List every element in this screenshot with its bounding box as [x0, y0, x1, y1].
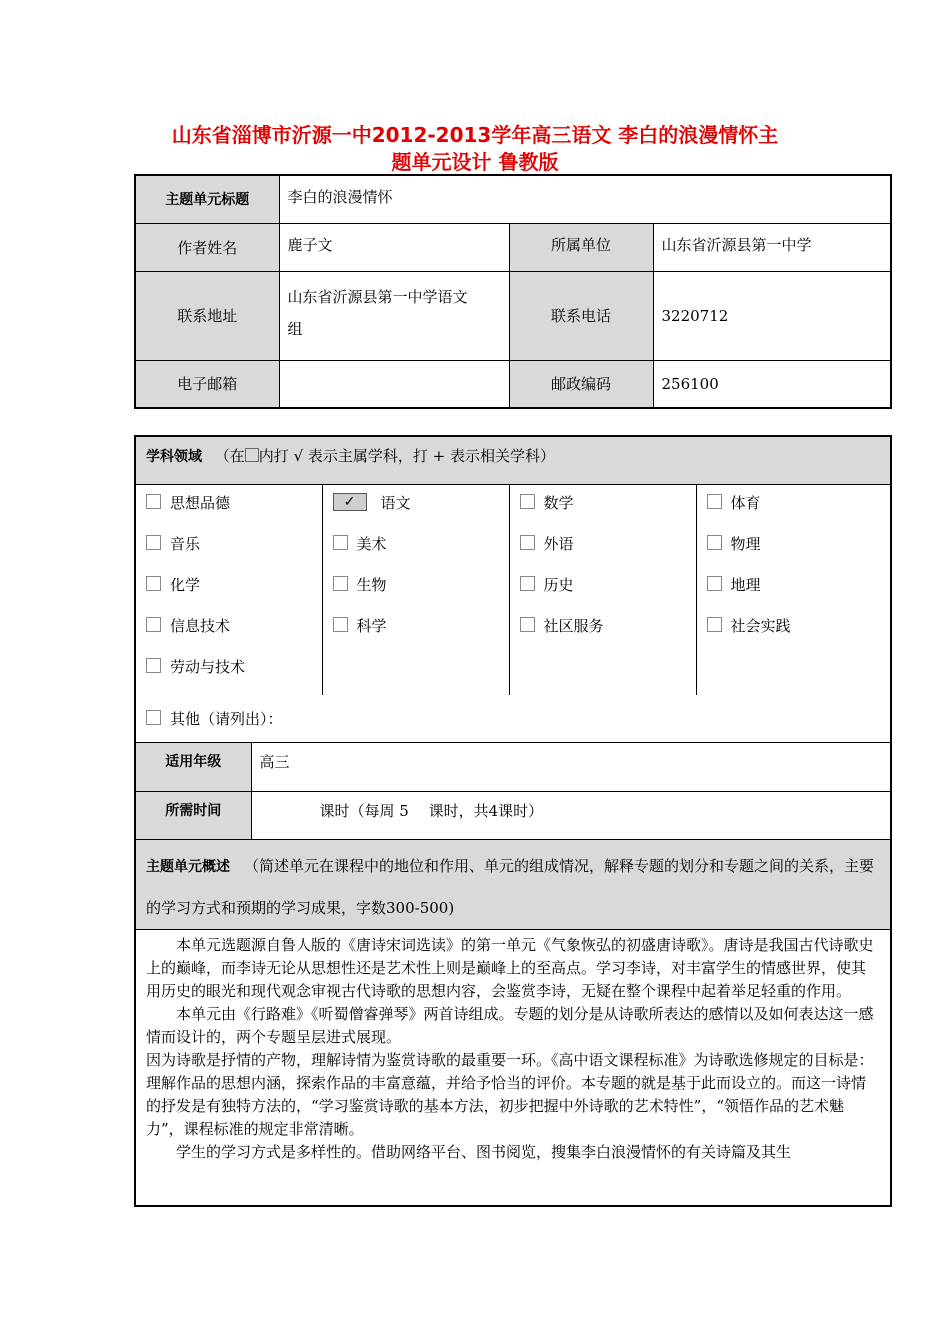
subject-column-4	[696, 484, 891, 695]
document-title	[100, 122, 850, 176]
subject-label: 化学	[170, 575, 201, 594]
subject-other-label: 其他（请列出）：	[170, 709, 283, 728]
subject-header-label: 学科领域	[146, 449, 202, 465]
subject-item[interactable]	[697, 608, 891, 649]
checkbox-icon[interactable]	[520, 576, 535, 591]
postcode-value: 256100	[653, 360, 891, 408]
subject-label: 劳动与技术	[170, 657, 246, 676]
subject-item-chinese[interactable]	[323, 485, 509, 526]
theme-label: 主题单元标题	[135, 175, 279, 223]
subject-other-row	[135, 695, 891, 743]
phone-label: 联系电话	[509, 271, 653, 360]
address-line-1: 山东省沂源县第一中学语文	[287, 287, 468, 306]
subject-item[interactable]	[136, 608, 322, 649]
subject-label: 生物	[356, 575, 387, 594]
subject-label: 语文	[380, 493, 411, 512]
overview-label: 主题单元概述	[146, 859, 230, 875]
theme-value: 李白的浪漫情怀	[279, 175, 891, 223]
subject-item[interactable]	[136, 567, 322, 608]
checkbox-icon[interactable]	[146, 617, 161, 632]
grade-value: 高三	[251, 743, 891, 792]
subject-label: 社区服务	[543, 616, 604, 635]
subject-item[interactable]	[697, 485, 891, 526]
title-line-1: 山东省淄博市沂源一中2012-2013学年高三语文 李白的浪漫情怀主	[171, 123, 779, 147]
email-label: 电子邮箱	[135, 360, 279, 408]
subject-header	[135, 436, 891, 484]
subject-label: 数学	[543, 493, 574, 512]
info-table	[134, 174, 892, 409]
checkbox-icon[interactable]	[520, 494, 535, 509]
checkbox-icon[interactable]	[707, 617, 722, 632]
subject-label: 外语	[543, 534, 574, 553]
overview-note: （简述单元在课程中的地位和作用、单元的组成情况，解释专题的划分和专题之间的关系，主要的学习方式和预期的学习成果，字数300-500)	[146, 857, 875, 917]
time-label: 所需时间	[135, 792, 251, 840]
overview-paragraph-3: 因为诗歌是抒情的产物，理解诗情为鉴赏诗歌的最重要一环。《高中语文课程标准》为诗歌选修规定的目标是：理解作品的思想内涵，探索作品的丰富意蕴，并给予恰当的评价。本专题的就是基于此而设立的。而这一诗情的抒发是有独特方法的，“学习鉴赏诗歌的基本方法，初步把握中外诗歌的艺术特性”，“领悟作品的艺术魅力”，课程标准的规定非常清晰。	[146, 1051, 874, 1138]
checkbox-icon[interactable]	[707, 535, 722, 550]
overview-header	[135, 840, 891, 930]
phone-value: 3220712	[653, 271, 891, 360]
subject-label: 科学	[356, 616, 387, 635]
checkbox-icon[interactable]	[333, 535, 348, 550]
overview-body	[135, 930, 891, 1206]
subject-label: 体育	[730, 493, 761, 512]
subject-column-2	[322, 484, 509, 695]
author-label: 作者姓名	[135, 223, 279, 271]
subject-item[interactable]	[697, 526, 891, 567]
unit-value: 山东省沂源县第一中学	[653, 223, 891, 271]
subject-item[interactable]	[510, 567, 696, 608]
subject-label: 地理	[730, 575, 761, 594]
checkbox-icon[interactable]	[146, 658, 161, 673]
subject-item[interactable]	[323, 567, 509, 608]
unit-label: 所属单位	[509, 223, 653, 271]
checkbox-icon[interactable]	[707, 576, 722, 591]
subject-label: 社会实践	[730, 616, 791, 635]
subject-item[interactable]	[323, 608, 509, 649]
checkbox-icon[interactable]	[333, 617, 348, 632]
checkbox-icon[interactable]	[146, 494, 161, 509]
checkbox-icon[interactable]	[707, 494, 722, 509]
subject-label: 历史	[543, 575, 574, 594]
address-value	[279, 271, 509, 360]
postcode-label: 邮政编码	[509, 360, 653, 408]
subject-label: 思想品德	[170, 493, 231, 512]
subject-header-note-a: （在	[214, 447, 245, 465]
checkbox-icon[interactable]	[333, 576, 348, 591]
checkmark-icon[interactable]: ✓	[333, 493, 367, 511]
subject-header-note-b: 内打 √ 表示主属学科，打 + 表示相关学科）	[258, 447, 555, 465]
email-value	[279, 360, 509, 408]
time-value: 课时（每周 5 课时，共4课时）	[251, 792, 891, 840]
checkbox-icon[interactable]	[146, 576, 161, 591]
author-value: 鹿子文	[279, 223, 509, 271]
checkbox-icon[interactable]	[520, 535, 535, 550]
subject-label: 信息技术	[170, 616, 231, 635]
subject-item[interactable]	[510, 608, 696, 649]
subject-label: 美术	[356, 534, 387, 553]
subject-item[interactable]	[510, 485, 696, 526]
subject-label: 音乐	[170, 534, 201, 553]
subject-item[interactable]	[510, 526, 696, 567]
subject-label: 物理	[730, 534, 761, 553]
subject-item[interactable]	[323, 526, 509, 567]
address-label: 联系地址	[135, 271, 279, 360]
subject-column-3	[509, 484, 696, 695]
subject-table	[134, 435, 892, 1207]
overview-paragraph-2: 本单元由《行路难》《听蜀僧睿弹琴》两首诗组成。专题的划分是从诗歌所表达的感情以及如何表达这一感情而设计的，两个专题呈层进式展现。	[146, 1005, 874, 1046]
subject-item[interactable]	[136, 526, 322, 567]
title-line-2: 题单元设计 鲁教版	[391, 150, 559, 174]
address-line-2: 组	[287, 319, 303, 338]
checkbox-sample-icon	[245, 448, 259, 462]
checkbox-icon[interactable]	[146, 710, 161, 725]
subject-item[interactable]	[136, 649, 322, 690]
grade-label: 适用年级	[135, 743, 251, 792]
overview-paragraph-4: 学生的学习方式是多样性的。借助网络平台、图书阅览，搜集李白浪漫情怀的有关诗篇及其生	[176, 1143, 792, 1161]
subject-column-1	[135, 484, 322, 695]
checkbox-icon[interactable]	[146, 535, 161, 550]
overview-paragraph-1: 本单元选题源自鲁人版的《唐诗宋词选读》的第一单元《气象恢弘的初盛唐诗歌》。唐诗是我国古代诗歌史上的巅峰，而李诗无论从思想性还是艺术性上则是巅峰上的至高点。学习李诗，对丰富学生的情感世界，使其用历史的眼光和现代观念审视古代诗歌的思想内容，会鉴赏李诗，无疑在整个课程中起着举足轻重的作用。	[146, 936, 874, 1000]
subject-item[interactable]	[136, 485, 322, 526]
checkbox-icon[interactable]	[520, 617, 535, 632]
subject-item[interactable]	[697, 567, 891, 608]
